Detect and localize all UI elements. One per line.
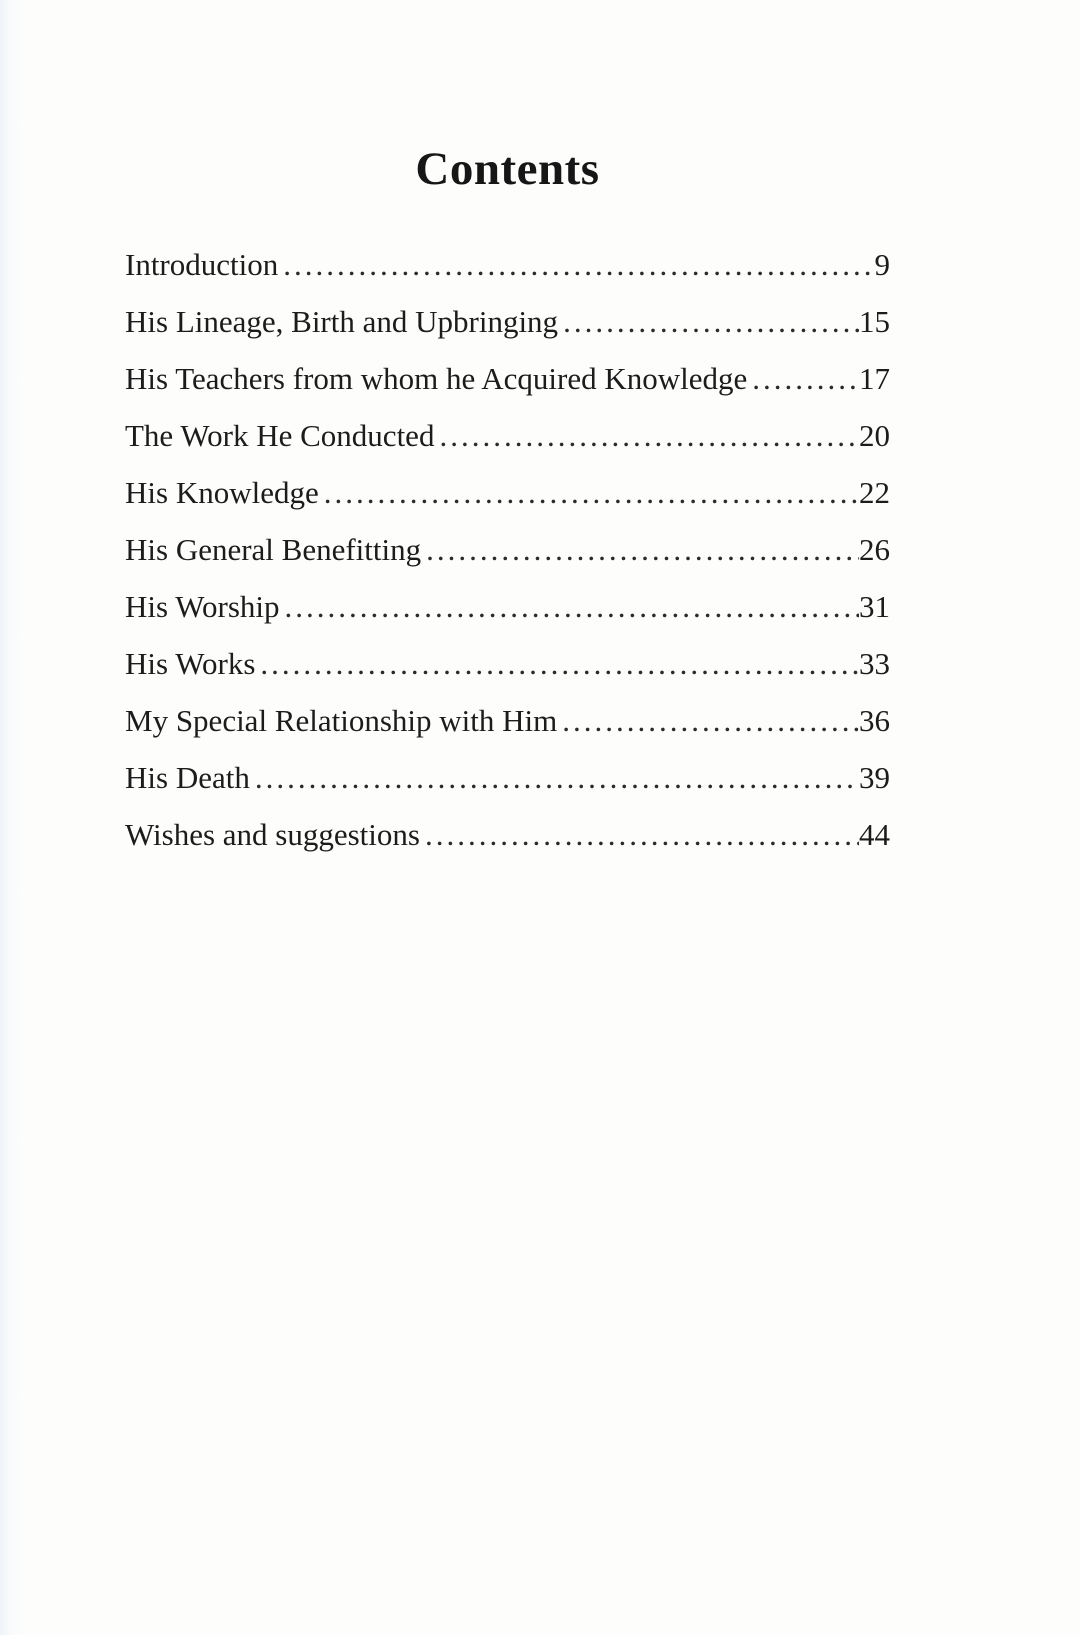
toc-entry-page-number: 17 [859, 361, 890, 396]
toc-entry-label: His Worship [125, 589, 280, 624]
toc-leader-dots [747, 360, 859, 397]
toc-leader-dots [421, 531, 859, 568]
toc-entry [125, 816, 890, 853]
toc-leader-dots [557, 702, 859, 739]
toc-entry-page-number: 36 [859, 703, 890, 738]
toc-entry [125, 417, 890, 454]
toc-entry-page-number: 26 [859, 532, 890, 567]
toc-entry-page-number: 20 [859, 418, 890, 453]
toc-entry-page-number: 22 [859, 475, 890, 510]
toc-leader-dots [250, 759, 859, 796]
toc-entry [125, 246, 890, 283]
toc-entry-label: My Special Relationship with Him [125, 703, 558, 738]
toc-entry [125, 474, 890, 511]
toc-entry-label: His Knowledge [125, 475, 319, 510]
toc-entry-label: His General Benefitting [125, 532, 422, 567]
toc-entry-page-number: 44 [859, 817, 890, 852]
toc-leader-dots [558, 303, 859, 340]
contents-block [125, 142, 890, 853]
toc-entry-label: His Works [125, 646, 256, 681]
toc-entry-label: The Work He Conducted [125, 418, 435, 453]
toc-entry [125, 531, 890, 568]
toc-entry-label: His Teachers from whom he Acquired Knowledge [125, 361, 748, 396]
toc-entry [125, 645, 890, 682]
toc-entry-page-number: 33 [859, 646, 890, 681]
toc-entry-label: Wishes and suggestions [125, 817, 420, 852]
toc-entry-page-number: 31 [859, 589, 890, 624]
toc-leader-dots [434, 417, 859, 454]
table-of-contents [125, 246, 890, 853]
page-title: Contents [415, 143, 600, 195]
toc-entry-label: His Lineage, Birth and Upbringing [125, 304, 559, 339]
toc-entry [125, 759, 890, 796]
toc-entry-label: Introduction [125, 247, 279, 282]
toc-entry-page-number: 15 [859, 304, 890, 339]
toc-entry-page-number: 9 [874, 247, 890, 282]
toc-leader-dots [420, 816, 859, 853]
toc-entry-page-number: 39 [859, 760, 890, 795]
toc-entry [125, 588, 890, 625]
toc-leader-dots [280, 588, 859, 625]
toc-leader-dots [255, 645, 859, 682]
toc-leader-dots [278, 246, 874, 283]
toc-entry [125, 303, 890, 340]
toc-entry [125, 360, 890, 397]
toc-entry [125, 702, 890, 739]
toc-entry-label: His Death [125, 760, 250, 795]
toc-leader-dots [319, 474, 859, 511]
